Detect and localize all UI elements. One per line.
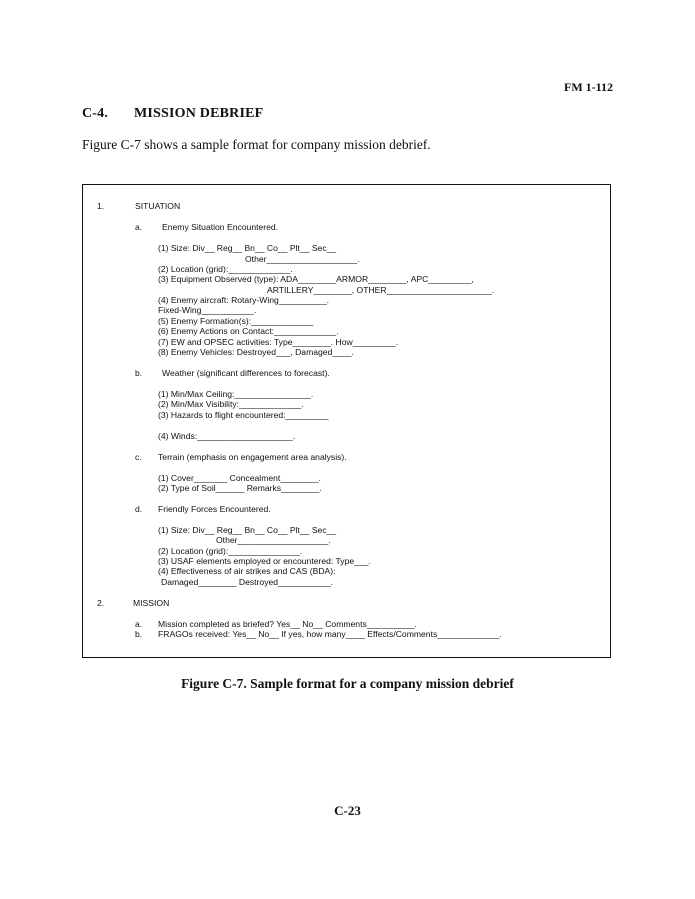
situation-number: 1. bbox=[97, 201, 105, 211]
section-title: MISSION DEBRIEF bbox=[134, 106, 264, 121]
form-line: (4) Effectiveness of air strikes and CAS (BDA): bbox=[158, 566, 336, 576]
item-b-title: Weather (significant differences to forecast). bbox=[162, 368, 330, 378]
form-line: (4) Enemy aircraft: Rotary-Wing__________. bbox=[158, 295, 329, 305]
mission-heading: MISSION bbox=[133, 598, 170, 608]
page-number: C-23 bbox=[334, 803, 361, 818]
item-d-letter: d. bbox=[135, 504, 143, 514]
form-line: (8) Enemy Vehicles: Destroyed___, Damaged____. bbox=[158, 347, 354, 357]
section-number: C-4. bbox=[82, 106, 109, 121]
form-line: (1) Size: Div__ Reg__ Bn__ Co__ Plt__ Sec__ bbox=[158, 243, 337, 253]
mission-item-a-letter: a. bbox=[135, 619, 143, 629]
item-c-letter: c. bbox=[135, 452, 142, 462]
item-a-letter: a. bbox=[135, 222, 143, 232]
intro-paragraph: Figure C-7 shows a sample format for company mission debrief. bbox=[82, 137, 431, 152]
form-line: (2) Min/Max Visibility:_____________. bbox=[158, 399, 304, 409]
form-line: FRAGOs received: Yes__ No__ If yes, how many____ Effects/Comments_____________. bbox=[158, 629, 502, 639]
form-line: (2) Location (grid):_______________. bbox=[158, 546, 303, 556]
form-line: (6) Enemy Actions on Contact:_____________. bbox=[158, 326, 339, 336]
form-line: (4) Winds:____________________. bbox=[158, 431, 296, 441]
form-line: Fixed-Wing___________. bbox=[158, 305, 257, 315]
form-line: (3) USAF elements employed or encountered: Type___. bbox=[158, 556, 371, 566]
mission-number: 2. bbox=[97, 598, 105, 608]
item-d-title: Friendly Forces Encountered. bbox=[158, 504, 271, 514]
figure-caption: Figure C-7. Sample format for a company mission debrief bbox=[181, 676, 514, 691]
form-line: (3) Hazards to flight encountered:_________ bbox=[158, 410, 329, 420]
form-line: (2) Type of Soil______ Remarks________. bbox=[158, 483, 322, 493]
form-line: (7) EW and OPSEC activities: Type________. How_________. bbox=[158, 337, 399, 347]
form-line: (1) Size: Div__ Reg__ Bn__ Co__ Plt__ Sec__ bbox=[158, 525, 337, 535]
form-line: ARTILLERY________, OTHER______________________. bbox=[267, 285, 495, 295]
form-line: (5) Enemy Formation(s):_____________ bbox=[158, 316, 314, 326]
item-a-title: Enemy Situation Encountered. bbox=[162, 222, 279, 232]
mission-item-b-letter: b. bbox=[135, 629, 143, 639]
form-line: Other___________________. bbox=[245, 254, 360, 264]
form-line: (2) Location (grid):_____________. bbox=[158, 264, 293, 274]
form-line: Mission completed as briefed? Yes__ No__ Comments__________. bbox=[158, 619, 417, 629]
running-header: FM 1-112 bbox=[564, 80, 613, 94]
form-line: Damaged________ Destroyed___________. bbox=[161, 577, 334, 587]
form-line: (3) Equipment Observed (type): ADA________ARMOR________, APC_________, bbox=[158, 274, 474, 284]
situation-heading: SITUATION bbox=[135, 201, 181, 211]
form-line: (1) Cover_______ Concealment________. bbox=[158, 473, 321, 483]
item-b-letter: b. bbox=[135, 368, 143, 378]
form-line: (1) Min/Max Ceiling:________________. bbox=[158, 389, 314, 399]
item-c-title: Terrain (emphasis on engagement area analysis). bbox=[158, 452, 347, 462]
form-line: Other___________________. bbox=[216, 535, 331, 545]
